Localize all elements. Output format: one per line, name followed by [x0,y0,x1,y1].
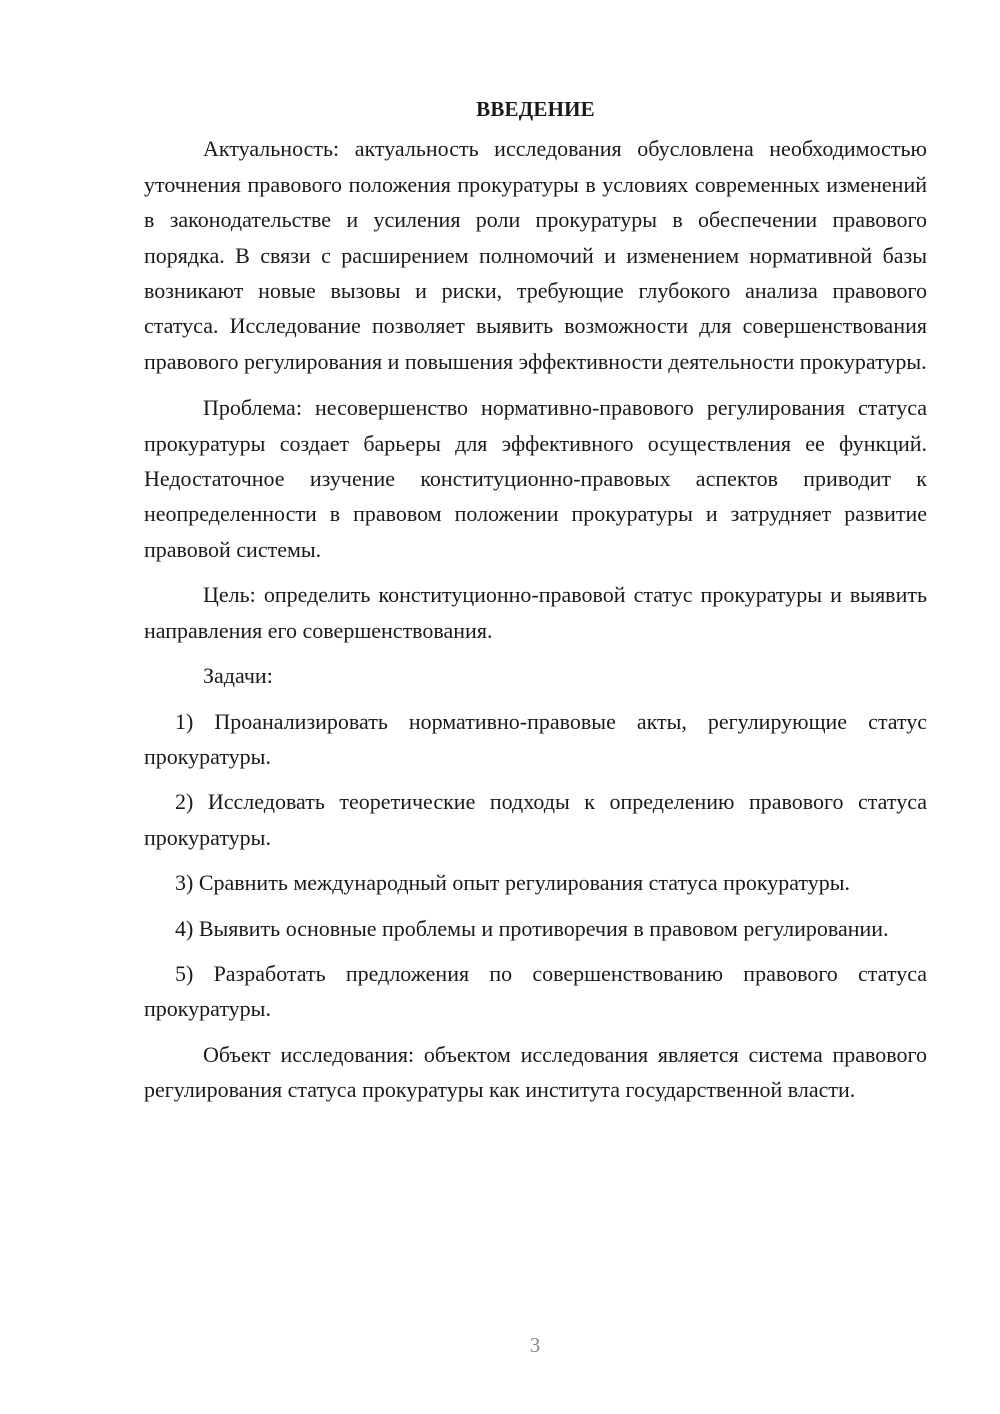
section-title: ВВЕДЕНИЕ [476,97,595,121]
task-item-4: 4) Выявить основные проблемы и противоречия в правовом регулировании. [175,915,889,941]
task-item-2: 2) Исследовать теоретические подходы к определению правового статуса прокуратуры. [144,789,927,850]
tasks-heading: Задачи: [203,663,273,689]
task-item-3: 3) Сравнить международный опыт регулирования статуса прокуратуры. [175,870,851,896]
paragraph-goal: Цель: определить конституционно-правовой статус прокуратуры и выявить направления его совершенствования. [144,582,927,643]
task-item-5: 5) Разработать предложения по совершенствованию правового статуса прокуратуры. [144,960,927,1022]
page-number: 3 [529,1333,541,1357]
paragraph-relevance: Актуальность: актуальность исследования обусловлена необходимостью уточнения правового положения прокуратуры в условиях современных изменений в законодательстве и усиления роли прокуратуры в обеспечении правового порядка. В связи с расширением полномочий и изменением нормативной базы возникают новые вызовы и риски, требующие глубокого анализа правового статуса. Исследование позволяет выявить возможности для совершенствования правового регулирования и повышения эффективности деятельности прокуратуры. [144,136,927,374]
paragraph-object: Объект исследования: объектом исследования является система правового регулирования статуса прокуратуры как института государственной власти. [144,1041,927,1103]
document-page [144,92,927,1118]
paragraph-problem: Проблема: несовершенство нормативно-правового регулирования статуса прокуратуры создает барьеры для эффективного осуществления ее функций. Недостаточное изучение конституционно-правовых аспектов приводит к неопределенности в правовом положении прокуратуры и затрудняет развитие правовой системы. [144,395,927,562]
task-item-1: 1) Проанализировать нормативно-правовые акты, регулирующие статус прокуратуры. [144,708,927,769]
